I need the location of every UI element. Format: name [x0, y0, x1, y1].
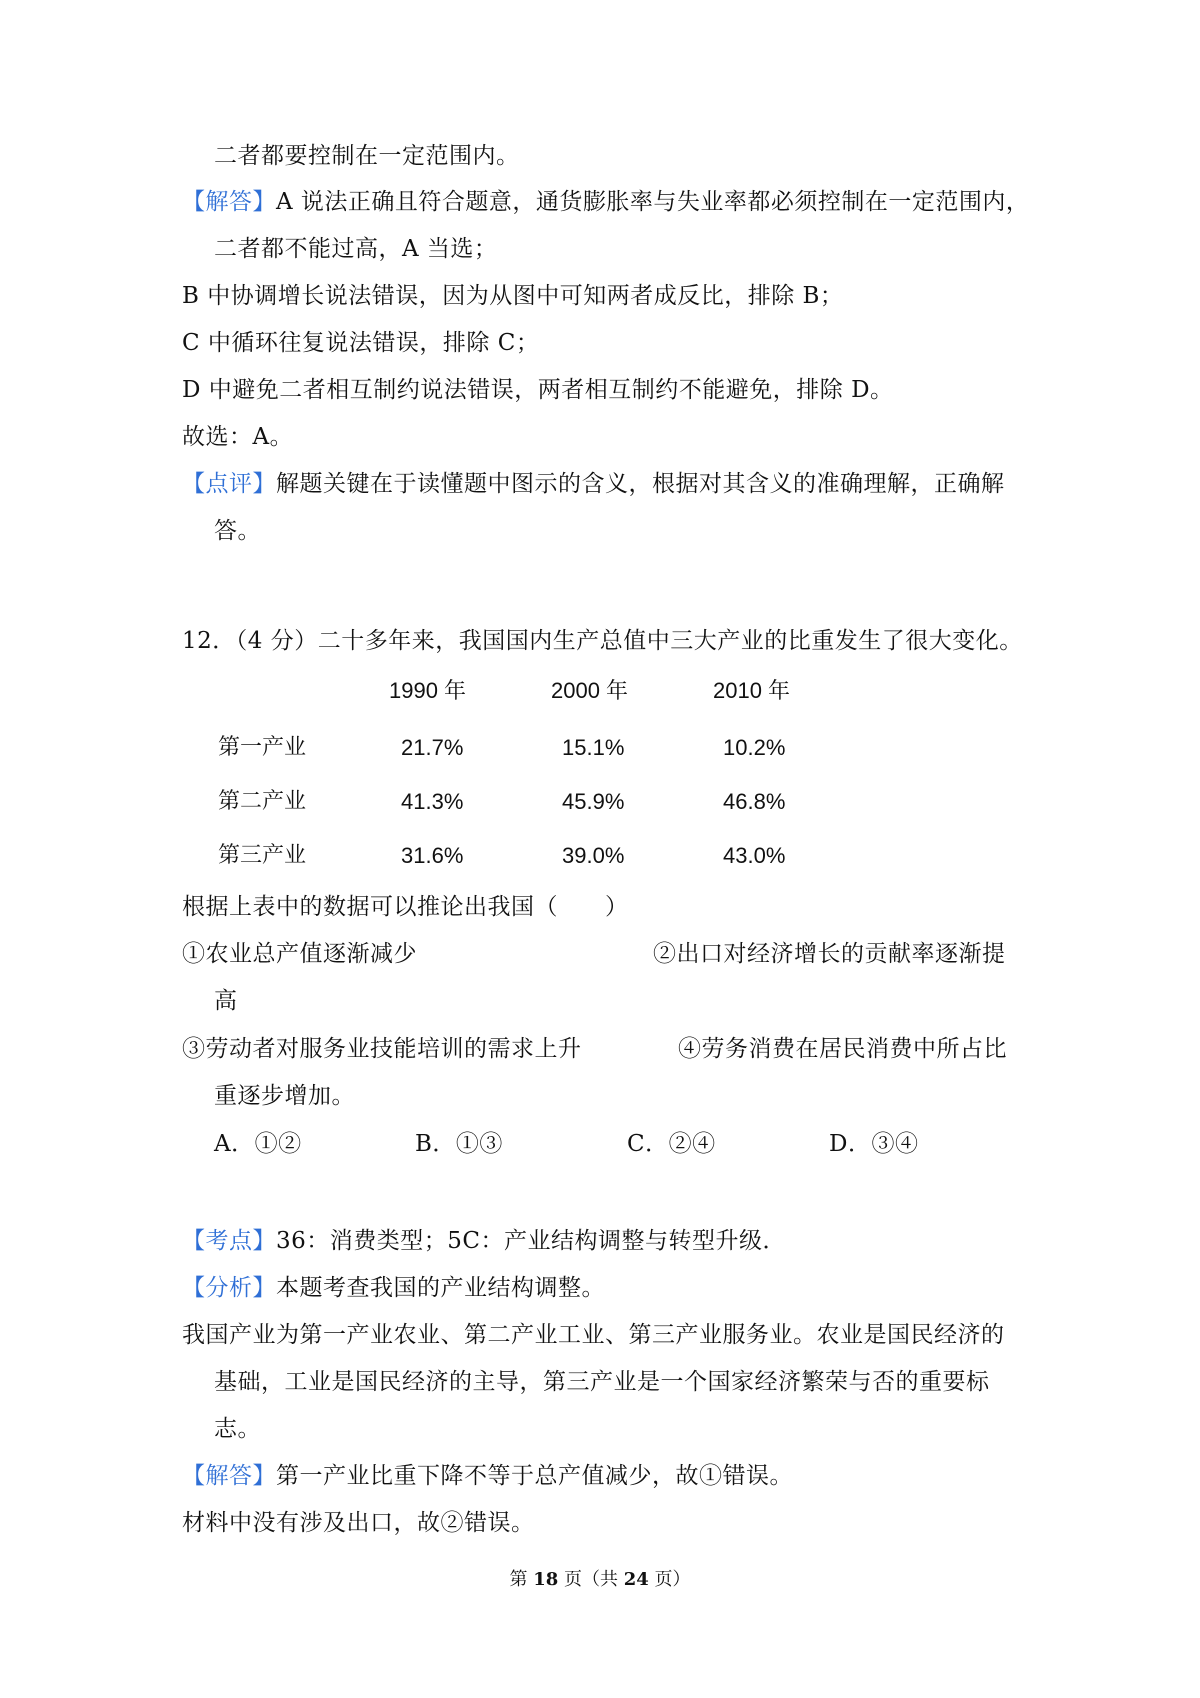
- choice-d: D．③④: [829, 1131, 919, 1157]
- question-12-prompt: 根据上表中的数据可以推论出我国（ ）: [182, 894, 629, 920]
- question-12-stem: 12．（4 分）二十多年来，我国国内生产总值中三大产业的比重发生了很大变化。: [182, 628, 1023, 654]
- kaodian-line: [182, 1225, 786, 1257]
- table-cell-secondary-2000: 45.9%: [562, 789, 625, 814]
- kaodian-text: 36：消费类型；5C：产业结构调整与转型升级．: [276, 1228, 786, 1254]
- footer-middle: 页（共: [558, 1569, 624, 1590]
- table-cell-primary-2010: 10.2%: [723, 735, 786, 760]
- statement-2-cont: 高: [214, 988, 238, 1014]
- review-tag: 【点评】: [182, 471, 276, 497]
- footer-total-pages: 24: [623, 1569, 649, 1590]
- footer-page-number: 18: [533, 1569, 559, 1590]
- analysis-paragraph-line-3: 志。: [214, 1416, 261, 1442]
- review-text-2: 答。: [214, 518, 261, 544]
- fenxi-text: 本题考查我国的产业结构调整。: [276, 1275, 605, 1301]
- answer-text-1: A 说法正确且符合题意，通货膨胀率与失业率都必须控制在一定范围内，: [276, 189, 1030, 215]
- footer-prefix: 第: [509, 1569, 534, 1590]
- choice-a: A．①②: [214, 1131, 302, 1157]
- answer-option-d: D 中避免二者相互制约说法错误，两者相互制约不能避免，排除 D。: [182, 377, 894, 403]
- table-cell-primary-2000: 15.1%: [562, 735, 625, 760]
- table-header-2010: 2010 年: [713, 678, 791, 703]
- table-cell-primary-1990: 21.7%: [401, 735, 464, 760]
- analysis-paragraph-line-1: 我国产业为第一产业农业、第二产业工业、第三产业服务业。农业是国民经济的: [182, 1322, 1005, 1348]
- statement-1: ①农业总产值逐渐减少: [182, 941, 417, 967]
- prev-continuation-line: 二者都要控制在一定范围内。: [214, 143, 520, 169]
- table-row-label-tertiary: 第三产业: [218, 843, 307, 868]
- answer-line: [182, 186, 1029, 218]
- table-cell-tertiary-2000: 39.0%: [562, 843, 625, 868]
- statement-4: ④劳务消费在居民消费中所占比: [678, 1036, 1007, 1062]
- answer-option-c: C 中循环往复说法错误，排除 C；: [182, 330, 540, 356]
- analysis-paragraph-line-2: 基础，工业是国民经济的主导，第三产业是一个国家经济繁荣与否的重要标: [214, 1369, 990, 1395]
- statement-2: ②出口对经济增长的贡献率逐渐提: [653, 941, 1006, 967]
- kaodian-tag: 【考点】: [182, 1228, 276, 1254]
- table-header-2000: 2000 年: [551, 678, 629, 703]
- answer-text-2: 二者都不能过高，A 当选；: [214, 236, 498, 262]
- statement-3: ③劳动者对服务业技能培训的需求上升: [182, 1036, 582, 1062]
- table-cell-tertiary-2010: 43.0%: [723, 843, 786, 868]
- fenxi-tag: 【分析】: [182, 1275, 276, 1301]
- table-row-label-secondary: 第二产业: [218, 789, 307, 814]
- table-cell-tertiary-1990: 31.6%: [401, 843, 464, 868]
- answer-choice: 故选：A。: [182, 424, 294, 450]
- analysis-last-line: 材料中没有涉及出口，故②错误。: [182, 1510, 535, 1536]
- statement-4-cont: 重逐步增加。: [214, 1083, 355, 1109]
- answer-option-b: B 中协调增长说法错误，因为从图中可知两者成反比，排除 B；: [182, 283, 844, 309]
- fenxi-line: [182, 1272, 605, 1304]
- answer-tag: 【解答】: [182, 189, 276, 215]
- table-row-label-primary: 第一产业: [218, 735, 307, 760]
- choice-b: B．①③: [415, 1131, 503, 1157]
- jieda-line: [182, 1460, 793, 1492]
- footer-suffix: 页）: [648, 1569, 691, 1590]
- review-line: [182, 468, 1005, 500]
- jieda-tag: 【解答】: [182, 1463, 276, 1489]
- table-cell-secondary-1990: 41.3%: [401, 789, 464, 814]
- table-cell-secondary-2010: 46.8%: [723, 789, 786, 814]
- table-header-1990: 1990 年: [389, 678, 467, 703]
- page-footer: [0, 1568, 1200, 1592]
- jieda-text: 第一产业比重下降不等于总产值减少，故①错误。: [276, 1463, 793, 1489]
- review-text-1: 解题关键在于读懂题中图示的含义，根据对其含义的准确理解，正确解: [276, 471, 1005, 497]
- choice-c: C．②④: [627, 1131, 716, 1157]
